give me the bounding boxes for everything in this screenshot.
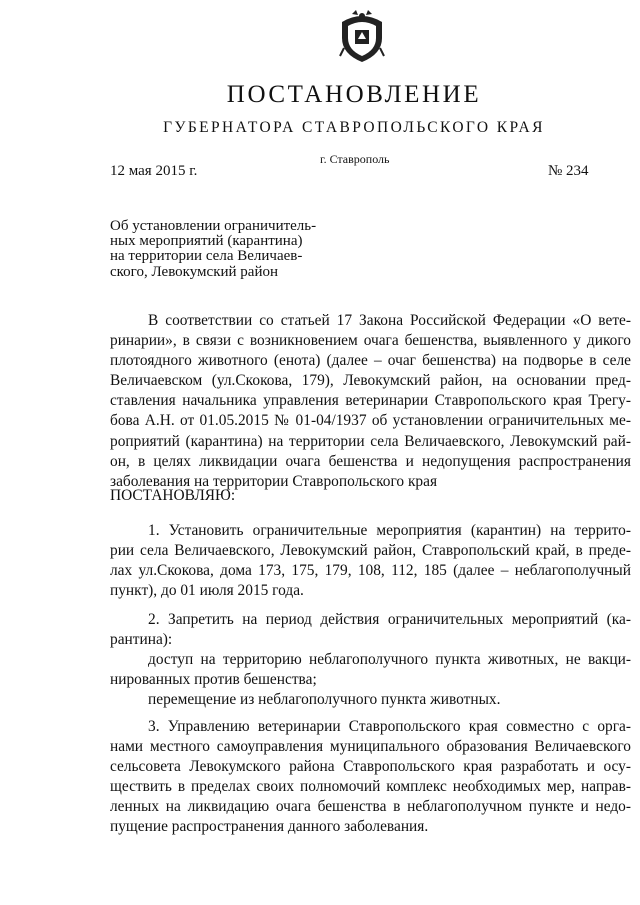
issue-date: 12 мая 2015 г. — [110, 163, 198, 179]
text-line: пункт), до 01 июля 2015 года. — [110, 582, 304, 600]
text-line: нами местного самоуправления муниципального образования Величаевского — [110, 738, 631, 756]
document-title: ПОСТАНОВЛЕНИЕ — [226, 81, 482, 108]
text-line: 2. Запретить на период действия ограничительных мероприятий (ка- — [148, 611, 631, 628]
document-number — [520, 162, 640, 180]
preamble-paragraph — [110, 311, 631, 492]
document-number-text: № 234 — [548, 163, 589, 179]
item-2-paragraph — [110, 610, 631, 710]
text-line: бова А.Н. от 01.05.2015 № 01-04/1937 об установлении ограничительных ме- — [110, 412, 631, 430]
text-line: Величаевском (ул.Скокова, 179), Левокумский район, на основании пред- — [110, 372, 631, 390]
document-subject — [110, 219, 340, 280]
text-line: плотоядного животного (енота) (далее – очаг бешенства) на подворье в селе — [110, 352, 631, 370]
text-line: ринарии», в связи с возникновением очага бешенства, выявленного у дикого — [110, 332, 631, 350]
item-3-paragraph — [110, 717, 631, 838]
subject-line: Об установлении ограничитель- — [110, 218, 317, 234]
text-line: 1. Установить ограничительные мероприятия (карантин) на террито- — [148, 522, 631, 539]
text-line: роприятий (карантина) на территории села Величаевского, Левокумский рай- — [110, 432, 631, 450]
text-line: лах ул.Скокова, дома 173, 175, 179, 108, 112, 185 (далее – неблагополучный — [110, 562, 631, 580]
text-line: ществить в пределах своих полномочий комплекс необходимых мер, направ- — [110, 778, 631, 796]
resolve-heading — [110, 486, 631, 506]
text-line: доступ на территорию неблагополучного пункта животных, не вакци- — [148, 651, 631, 669]
text-line: он, в целях ликвидации очага бешенства и недопущения распространения — [110, 452, 631, 470]
text-line: ленных на ликвидацию очага бешенства в неблагополучном пункте и недо- — [110, 798, 631, 816]
text-line: пущение распространения данного заболевания. — [110, 818, 429, 836]
resolve-text: ПОСТАНОВЛЯЮ: — [110, 487, 236, 504]
subject-line: на территории села Величаев- — [110, 248, 303, 265]
text-line: перемещение из неблагополучного пункта животных. — [148, 691, 501, 709]
text-line: 3. Управлению ветеринарии Ставропольского края совместно с орга- — [148, 718, 631, 735]
issue-city: г. Ставрополь — [320, 152, 390, 166]
text-line: нированных против бешенства; — [110, 671, 317, 689]
text-line: рантина): — [110, 631, 173, 649]
subject-line: ных мероприятий (карантина) — [110, 233, 303, 250]
issuer-title: ГУБЕРНАТОРА СТАВРОПОЛЬСКОГО КРАЯ — [163, 119, 545, 136]
item-1-paragraph — [110, 521, 631, 601]
text-line: сельсовета Левокумского района Ставропольского края разработать и осу- — [110, 758, 631, 776]
text-line: заболевания на территории Ставропольского края — [110, 472, 438, 490]
coat-of-arms-icon — [338, 8, 386, 64]
text-line: В соответствии со статьей 17 Закона Российской Федерации «О вете- — [148, 312, 631, 329]
text-line: рии села Величаевского, Левокумский район, Ставропольский край, в преде- — [110, 542, 631, 560]
subject-line: ского, Левокумский район — [110, 263, 279, 280]
text-line: ставления начальника управления ветеринарии Ставропольского края Трегу- — [110, 392, 631, 410]
